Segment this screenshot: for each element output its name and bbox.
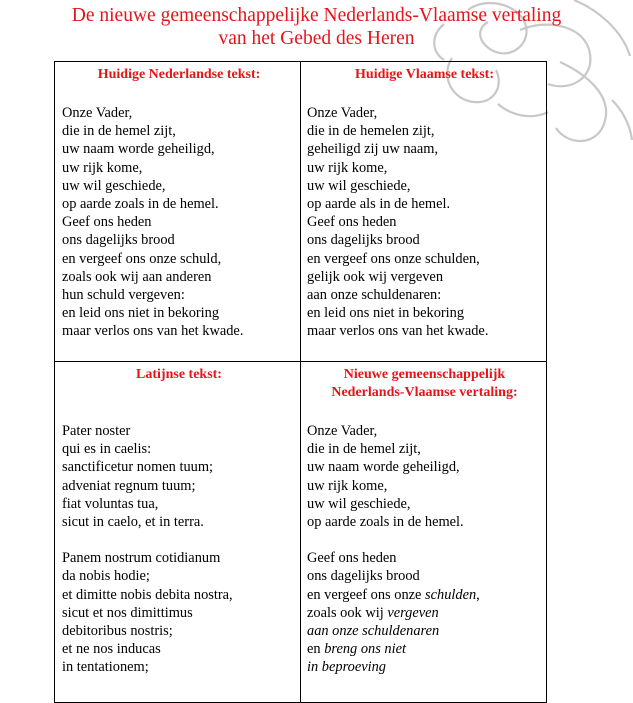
heading-line-1: Nieuwe gemeenschappelijk (343, 367, 506, 382)
text-line: op aarde als in de hemel. (307, 196, 451, 213)
text-line: maar verlos ons van het kwade. (62, 323, 244, 340)
text-line: qui es in caelis: (62, 441, 152, 458)
text-line: adveniat regnum tuum; (62, 477, 196, 494)
text-line: uw wil geschiede, (307, 495, 411, 512)
text-line: sicut in caelo, et in terra. (62, 514, 204, 531)
prayer-text-stanza-2 (307, 549, 542, 676)
cell-new-translation (301, 362, 547, 703)
text-line: ons dagelijks brood (62, 232, 175, 249)
prayer-text-stanza-1 (307, 422, 542, 531)
cell-latin (55, 362, 301, 703)
text-line (307, 640, 542, 658)
text-line: die in de hemel zijt, (62, 123, 176, 140)
text-line: en leid ons niet in bekoring (62, 305, 220, 322)
cell-heading: Latijnse tekst: (136, 367, 222, 382)
text-line: uw wil geschiede, (62, 177, 166, 194)
text-line: zoals ook wij aan anderen (62, 268, 212, 285)
table-row (55, 62, 547, 362)
text-line: et dimitte nobis debita nostra, (62, 586, 233, 603)
changed-text-segment: vergeven (387, 604, 439, 621)
cell-heading: Huidige Nederlandse tekst: (97, 67, 261, 82)
prayer-text (307, 104, 542, 341)
text-segment: en (307, 641, 325, 658)
text-line: da nobis hodie; (62, 568, 150, 585)
title-line-2: van het Gebed des Heren (218, 28, 415, 49)
changed-text-line: in beproeving (307, 659, 386, 676)
text-line: uw rijk kome, (62, 159, 143, 176)
text-line: geheiligd zij uw naam, (307, 141, 439, 158)
text-line: in tentationem; (62, 659, 149, 676)
text-line: Pater noster (62, 423, 131, 439)
prayer-text-stanza-2 (62, 549, 296, 676)
changed-text-segment: breng ons niet (324, 641, 406, 658)
text-line: op aarde zoals in de hemel. (62, 196, 219, 213)
text-line: Onze Vader, (307, 423, 378, 439)
text-segment: zoals ook wij (307, 604, 388, 621)
text-segment: , (476, 586, 480, 603)
text-line: Onze Vader, (307, 105, 378, 121)
text-line (307, 604, 542, 622)
cell-dutch-current (55, 62, 301, 362)
text-line: en leid ons niet in bekoring (307, 305, 465, 322)
text-line: Panem nostrum cotidianum (62, 550, 221, 567)
text-line: Geef ons heden (307, 550, 397, 567)
text-line: Geef ons heden (62, 214, 152, 231)
text-line: debitoribus nostris; (62, 623, 173, 640)
text-line (307, 586, 542, 604)
text-line: en vergeef ons onze schulden, (307, 250, 480, 267)
text-line: fiat voluntas tua, (62, 495, 159, 512)
text-line: ons dagelijks brood (307, 232, 420, 249)
text-line: uw rijk kome, (307, 477, 388, 494)
text-line: die in de hemelen zijt, (307, 123, 435, 140)
text-line: uw wil geschiede, (307, 177, 411, 194)
table-row (55, 362, 547, 703)
text-line: uw naam worde geheiligd, (307, 459, 460, 476)
text-line: sanctificetur nomen tuum; (62, 459, 214, 476)
prayer-text (62, 104, 296, 341)
text-line: maar verlos ons van het kwade. (307, 323, 489, 340)
text-line: Onze Vader, (62, 105, 133, 121)
cell-heading: Huidige Vlaamse tekst: (355, 67, 494, 82)
document-title (0, 4, 633, 50)
changed-text-line: aan onze schuldenaren (307, 623, 440, 640)
text-line: Geef ons heden (307, 214, 397, 231)
text-line: uw rijk kome, (307, 159, 388, 176)
cell-flemish-current (301, 62, 547, 362)
text-line: op aarde zoals in de hemel. (307, 514, 464, 531)
changed-text-segment: schulden (425, 586, 477, 603)
title-line-1: De nieuwe gemeenschappelijke Nederlands-Vlaamse vertaling (71, 5, 562, 26)
comparison-table (54, 61, 547, 703)
text-line: gelijk ook wij vergeven (307, 268, 444, 285)
text-line: hun schuld vergeven: (62, 287, 185, 304)
text-line: ons dagelijks brood (307, 568, 420, 585)
heading-line-2: Nederlands-Vlaamse vertaling: (331, 385, 518, 400)
text-line: aan onze schuldenaren: (307, 287, 442, 304)
text-segment: en vergeef ons onze (307, 586, 426, 603)
text-line: uw naam worde geheiligd, (62, 141, 215, 158)
text-line: en vergeef ons onze schuld, (62, 250, 222, 267)
text-line: die in de hemel zijt, (307, 441, 421, 458)
text-line: sicut et nos dimittimus (62, 604, 193, 621)
text-line: et ne nos inducas (62, 641, 161, 658)
prayer-text-stanza-1 (62, 422, 296, 531)
cell-heading (307, 366, 542, 402)
